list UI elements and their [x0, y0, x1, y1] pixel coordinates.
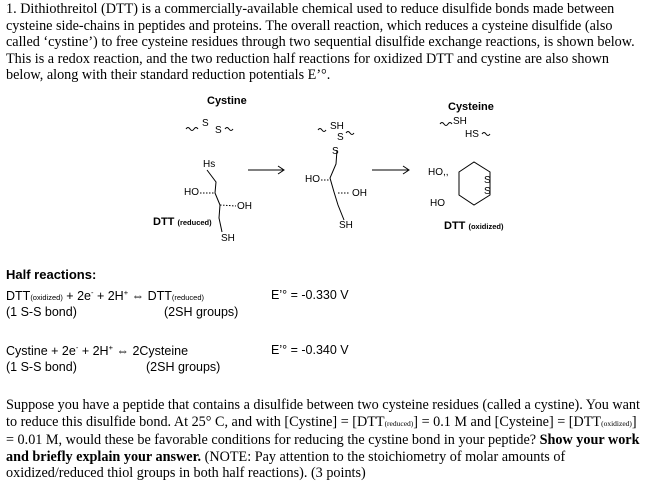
intermediate-sh: SH — [330, 121, 344, 132]
cystine-wavy-bond-left — [186, 128, 198, 131]
half-reactions-title: Half reactions: — [6, 267, 97, 282]
intermediate-skeleton — [318, 129, 326, 132]
half-reaction-1: DTT(oxidized) + 2e- + 2H+ ⇔ DTT(reduced) — [6, 288, 204, 304]
dtt-oxidized-s-upper: S — [484, 175, 491, 186]
dtt-reduced-ho: HO — [184, 187, 199, 198]
dtt-oxidized-ho-top: HO,, — [428, 167, 449, 178]
cystine-s-right: S — [215, 125, 222, 136]
dtt-reduced-oh: OH — [237, 201, 252, 212]
intermediate-s-top: S — [337, 132, 344, 143]
dtt-oxidized-s-lower: S — [484, 186, 491, 197]
half-reaction-2-potential: E’° = -0.340 V — [271, 343, 349, 357]
half-reaction-2-note-right: (2SH groups) — [146, 360, 221, 374]
intermediate-oh: OH — [352, 188, 367, 199]
dtt-reduced-sh: SH — [221, 233, 235, 244]
cystine-wavy-bond-right — [225, 128, 233, 131]
dtt-oxidized-label: DTT (oxidized) — [444, 220, 504, 232]
half-reaction-1-note-left: (1 S-S bond) — [6, 305, 77, 319]
question-intro: 1. Dithiothreitol (DTT) is a commercially-available chemical used to reduce disulfide bonds made between cysteine side-chains in peptides and proteins. The overall reaction, which reduces a cysteine disulfide (also called ‘cystine’) to free cysteine residues through two sequential disulfide exchange reactions, is shown below. This is a redox reaction, and the two reduction half reactions for oxidized DTT and cystine are also shown below, along with their standard reduction potentials E’°. — [6, 1, 635, 84]
cystine-label: Cystine — [207, 95, 247, 107]
half-reaction-2-note-left: (1 S-S bond) — [6, 360, 77, 374]
intermediate-ho: HO — [305, 174, 320, 185]
cystine-s-left: S — [202, 118, 209, 129]
dtt-reduced-label: DTT (reduced) — [153, 216, 212, 228]
cysteine-sh: SH — [453, 116, 467, 127]
cysteine-label: Cysteine — [448, 101, 494, 113]
question-prompt: Suppose you have a peptide that contains a disulfide between two cysteine residues (called a cystine). You want to reduce this disulfide bond. At 25° C, and with [Cystine] = [DTT(reduced)] = 0.1 M and [Cysteine] = [DTT(oxidized)] = 0.01 M, would these be favorable conditions for reducing the cystine bond in your peptide? Show your work and briefly explain your answer. (NOTE: Pay attention to the stoichiometry of molar amounts of oxidized/reduced thiol groups in both half reactions). (3 points) — [6, 397, 640, 482]
dtt-reduced-hs: Hs — [203, 159, 216, 170]
half-reaction-2: Cystine + 2e- + 2H+ ⇔ 2Cysteine — [6, 343, 189, 359]
half-reaction-1-note-right: (2SH groups) — [164, 305, 239, 319]
intermediate-sh-bottom: SH — [339, 220, 353, 231]
cysteine-hs: HS — [465, 129, 479, 140]
cysteine-wavy-bonds — [440, 123, 452, 126]
intermediate-s-low: S — [332, 146, 339, 157]
half-reaction-1-potential: E’° = -0.330 V — [271, 288, 349, 302]
dtt-oxidized-ho-bottom: HO — [430, 198, 445, 209]
intermediate-chain — [330, 150, 344, 220]
